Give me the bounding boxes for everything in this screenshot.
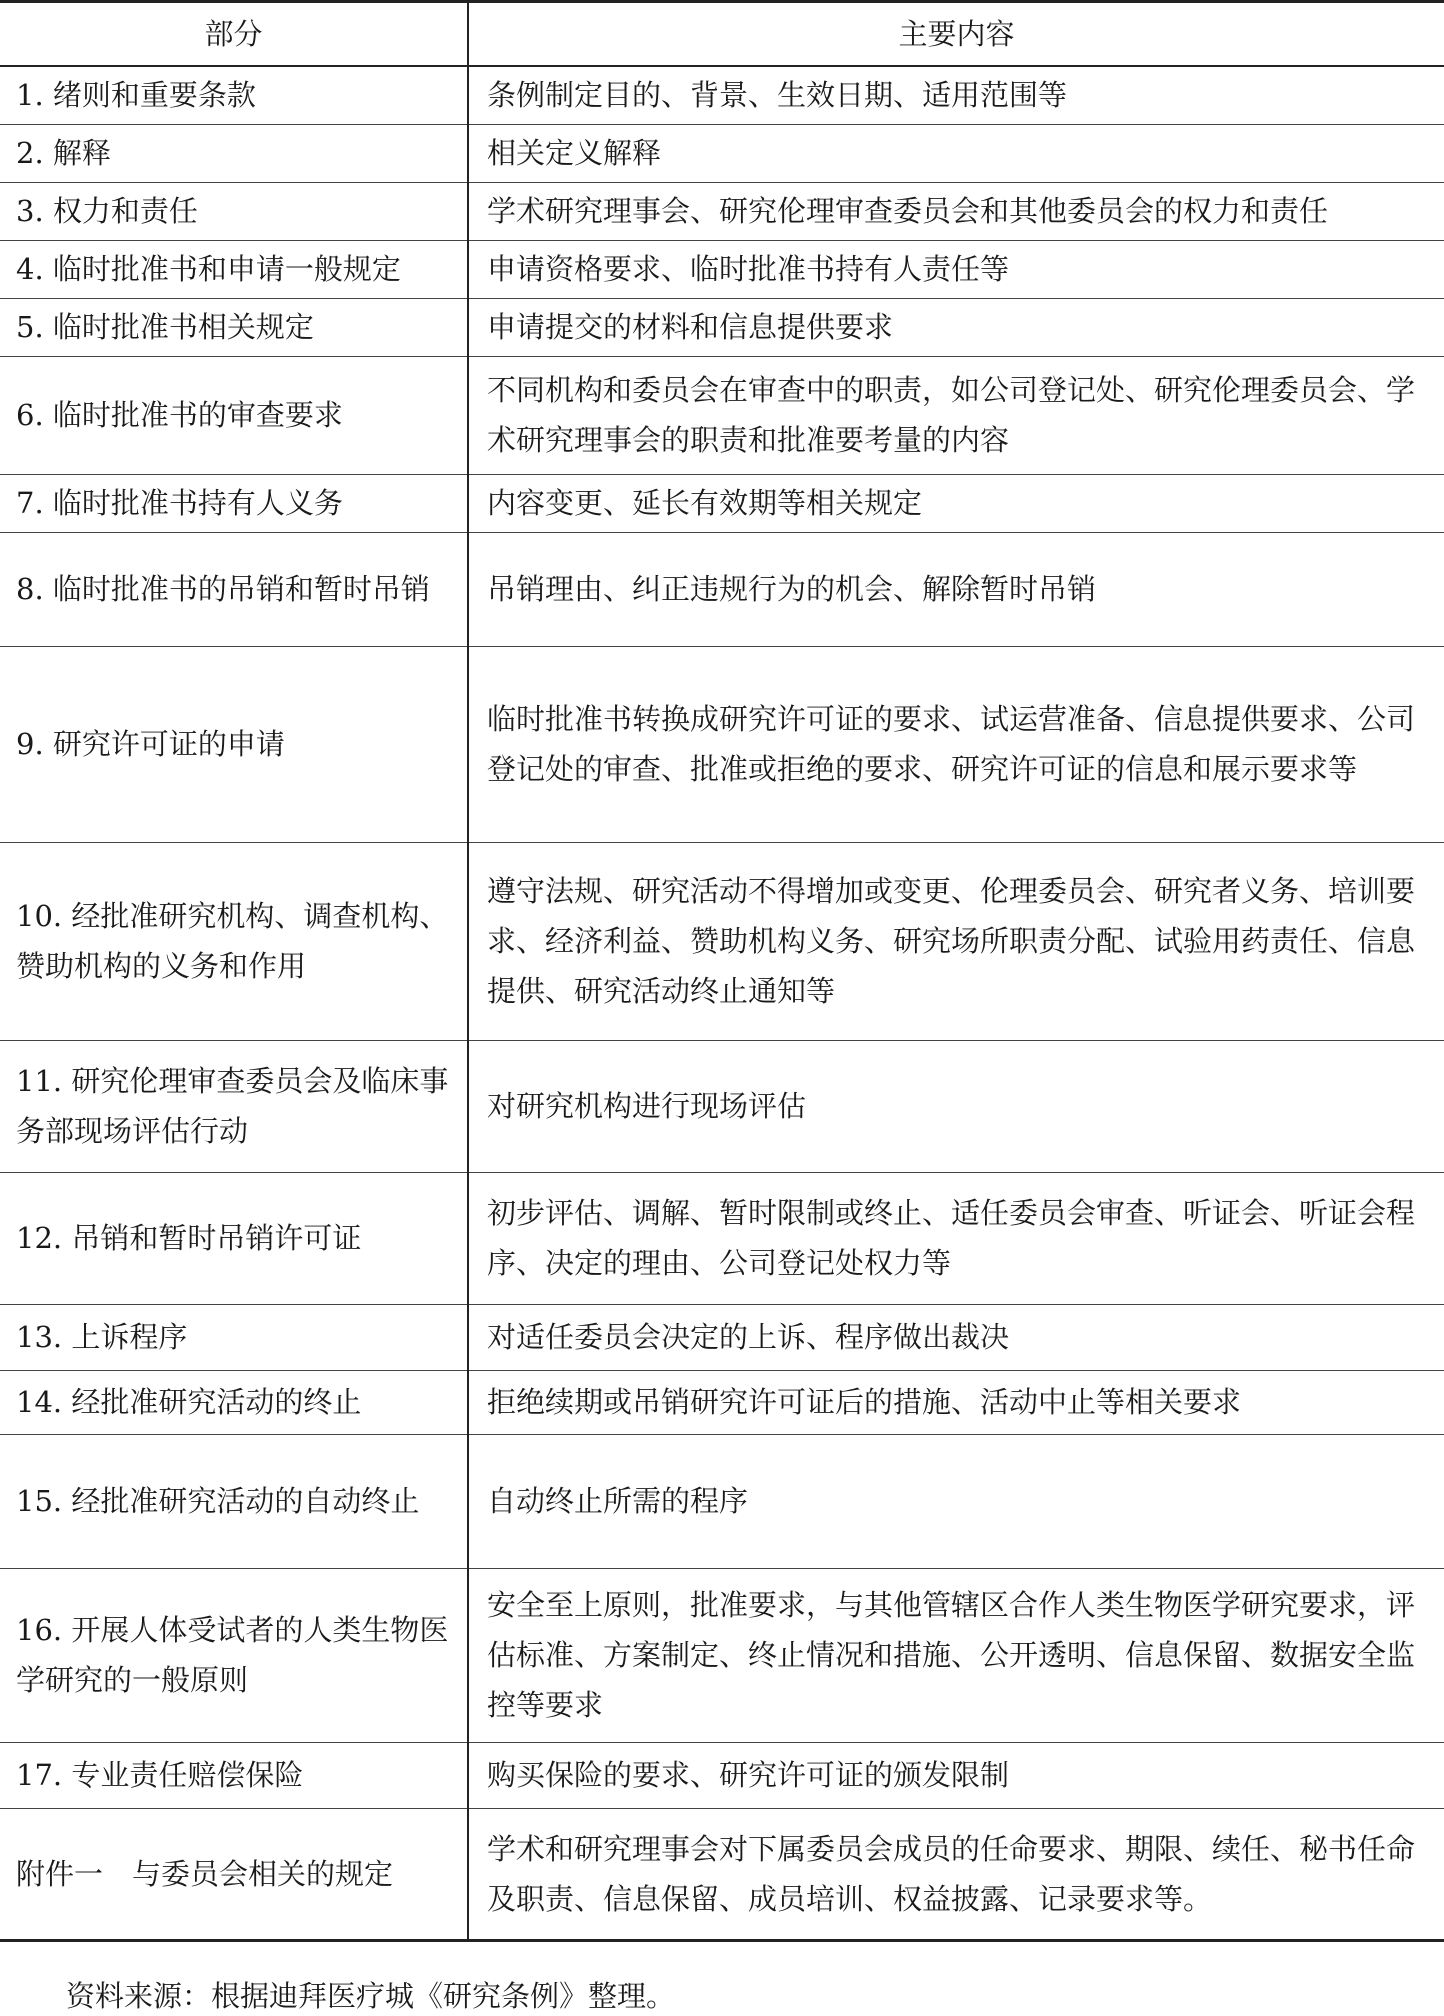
content-cell: 遵守法规、研究活动不得增加或变更、伦理委员会、研究者义务、培训要求、经济利益、赞助机构义务、研究场所职责分配、试验用药责任、信息提供、研究活动终止通知等 — [468, 842, 1444, 1040]
content-cell: 购买保险的要求、研究许可证的颁发限制 — [468, 1742, 1444, 1808]
section-cell: 11. 研究伦理审查委员会及临床事务部现场评估行动 — [0, 1040, 468, 1172]
table-row — [0, 240, 1444, 298]
section-cell: 5. 临时批准书相关规定 — [0, 298, 468, 356]
table-row — [0, 842, 1444, 1040]
content-cell: 自动终止所需的程序 — [468, 1434, 1444, 1568]
header-section: 部分 — [0, 2, 468, 67]
content-cell: 拒绝续期或吊销研究许可证后的措施、活动中止等相关要求 — [468, 1370, 1444, 1434]
content-cell: 申请提交的材料和信息提供要求 — [468, 298, 1444, 356]
section-cell: 10. 经批准研究机构、调查机构、赞助机构的义务和作用 — [0, 842, 468, 1040]
table-row — [0, 1172, 1444, 1304]
section-cell: 3. 权力和责任 — [0, 182, 468, 240]
section-cell: 13. 上诉程序 — [0, 1304, 468, 1370]
table-row — [0, 1434, 1444, 1568]
content-cell: 条例制定目的、背景、生效日期、适用范围等 — [468, 66, 1444, 124]
table-header-row — [0, 2, 1444, 67]
content-cell: 安全至上原则，批准要求，与其他管辖区合作人类生物医学研究要求，评估标准、方案制定、终止情况和措施、公开透明、信息保留、数据安全监控等要求 — [468, 1568, 1444, 1742]
section-cell: 7. 临时批准书持有人义务 — [0, 474, 468, 532]
content-cell: 对研究机构进行现场评估 — [468, 1040, 1444, 1172]
table-row — [0, 1808, 1444, 1940]
table-row — [0, 532, 1444, 646]
table-row — [0, 1304, 1444, 1370]
table-row — [0, 1568, 1444, 1742]
section-cell: 2. 解释 — [0, 124, 468, 182]
section-cell: 15. 经批准研究活动的自动终止 — [0, 1434, 468, 1568]
section-cell: 16. 开展人体受试者的人类生物医学研究的一般原则 — [0, 1568, 468, 1742]
section-cell: 1. 绪则和重要条款 — [0, 66, 468, 124]
content-cell: 吊销理由、纠正违规行为的机会、解除暂时吊销 — [468, 532, 1444, 646]
table-row — [0, 182, 1444, 240]
table-row — [0, 1742, 1444, 1808]
content-cell: 学术研究理事会、研究伦理审查委员会和其他委员会的权力和责任 — [468, 182, 1444, 240]
section-cell: 12. 吊销和暂时吊销许可证 — [0, 1172, 468, 1304]
content-cell: 申请资格要求、临时批准书持有人责任等 — [468, 240, 1444, 298]
table-row — [0, 124, 1444, 182]
content-cell: 初步评估、调解、暂时限制或终止、适任委员会审查、听证会、听证会程序、决定的理由、公司登记处权力等 — [468, 1172, 1444, 1304]
source-note: 资料来源：根据迪拜医疗城《研究条例》整理。 — [66, 1979, 676, 2013]
section-cell: 9. 研究许可证的申请 — [0, 646, 468, 842]
header-content: 主要内容 — [468, 2, 1444, 67]
table-row — [0, 66, 1444, 124]
content-cell: 不同机构和委员会在审查中的职责，如公司登记处、研究伦理委员会、学术研究理事会的职责和批准要考量的内容 — [468, 356, 1444, 474]
table-row — [0, 1040, 1444, 1172]
table-row — [0, 298, 1444, 356]
content-cell: 临时批准书转换成研究许可证的要求、试运营准备、信息提供要求、公司登记处的审查、批准或拒绝的要求、研究许可证的信息和展示要求等 — [468, 646, 1444, 842]
content-cell: 学术和研究理事会对下属委员会成员的任命要求、期限、续任、秘书任命及职责、信息保留、成员培训、权益披露、记录要求等。 — [468, 1808, 1444, 1940]
section-cell: 4. 临时批准书和申请一般规定 — [0, 240, 468, 298]
content-cell: 内容变更、延长有效期等相关规定 — [468, 474, 1444, 532]
table-row — [0, 356, 1444, 474]
section-cell: 6. 临时批准书的审查要求 — [0, 356, 468, 474]
table-row — [0, 474, 1444, 532]
section-cell: 17. 专业责任赔偿保险 — [0, 1742, 468, 1808]
table-row — [0, 1370, 1444, 1434]
section-cell: 8. 临时批准书的吊销和暂时吊销 — [0, 532, 468, 646]
table-row — [0, 646, 1444, 842]
content-cell: 对适任委员会决定的上诉、程序做出裁决 — [468, 1304, 1444, 1370]
content-cell: 相关定义解释 — [468, 124, 1444, 182]
section-cell: 附件一 与委员会相关的规定 — [0, 1808, 468, 1940]
section-cell: 14. 经批准研究活动的终止 — [0, 1370, 468, 1434]
